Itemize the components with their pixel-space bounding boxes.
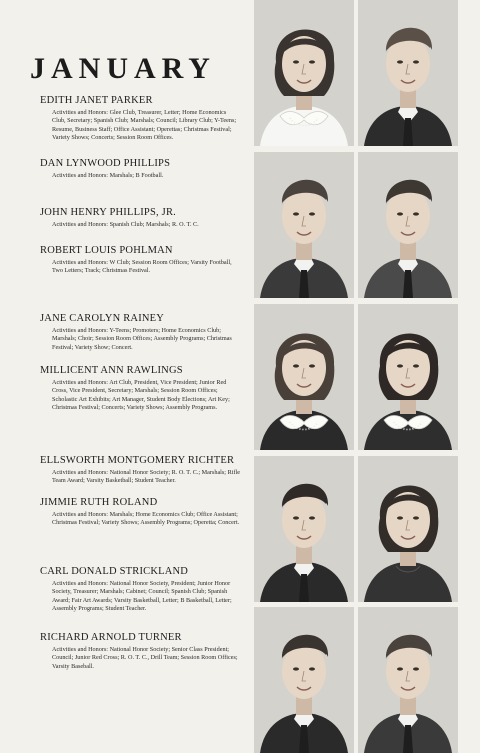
portrait-photo [358,304,458,450]
student-name: EDITH JANET PARKER [40,95,153,106]
portrait-photo [254,0,354,146]
portrait-photo [254,607,354,753]
entry-rawlings [40,365,240,413]
student-honors: Activities and Honors: National Honor Society; R. O. T. C.; Marshals; Rifle Team Award; Varsity Basketball; Student Teacher. [52,469,240,485]
portrait-photo [358,607,458,753]
student-name: JIMMIE RUTH ROLAND [40,497,158,508]
student-honors: Activities and Honors: Art Club, President, Vice President; Junior Red Cross, Vice President, Secretary; Marshals; Session Room Offices; Scholastic Art Exhibits; Art Manager, Student Body Elections; Art Key; Christmas Festival; Concerts; Variety Shows; Assembly Programs. [52,379,230,412]
portrait-silhouette [254,0,354,146]
student-honors: Activities and Honors: Y-Teens; Promoters; Home Economics Club; Marshals; Choir; Session Room Offices; Assembly Programs; Christmas Festival; Variety Show; Concert. [52,327,232,351]
portrait-silhouette [358,607,458,753]
portrait-grid [250,0,460,753]
student-name: ELLSWORTH MONTGOMERY RICHTER [40,455,235,466]
student-name: JANE CAROLYN RAINEY [40,313,165,324]
entry-turner [40,632,240,671]
portrait-silhouette [254,456,354,602]
student-honors: Activities and Honors: Glee Club, Treasurer, Letter; Home Economics Club, Secretary; Spanish Club; Marshals; Council; Library Club; Y-Teens; Resume, Business Staff; Office Assistant; Operettas; Christmas Festival; Variety Shows; Concerts; Session Room Offices. [52,109,237,142]
student-honors: Activities and Honors: W Club; Session Room Offices; Varsity Football, Two Letters; Track; Christmas Festival. [52,259,232,275]
entry-j-phillips [40,207,240,229]
portrait-silhouette [254,304,354,450]
student-honors: Activities and Honors: Spanish Club; Marshals; R. O. T. C. [52,221,199,228]
student-name: ROBERT LOUIS POHLMAN [40,245,173,256]
portrait-silhouette [254,607,354,753]
portrait-silhouette [358,456,458,602]
student-name: RICHARD ARNOLD TURNER [40,632,182,643]
entry-richter [40,455,240,486]
portrait-silhouette [358,0,458,146]
page-title: JANUARY [30,52,216,85]
entry-parker [40,95,240,143]
portrait-photo [254,456,354,602]
portrait-silhouette [254,152,354,298]
student-honors: Activities and Honors: National Honor Society; Senior Class President; Council; Junior Red Cross; R. O. T. C., Drill Team; Session Room Offices; Varsity Baseball. [52,646,238,670]
student-name: DAN LYNWOOD PHILLIPS [40,158,171,169]
student-name: MILLICENT ANN RAWLINGS [40,365,183,376]
portrait-photo [254,152,354,298]
portrait-photo [358,0,458,146]
student-honors: Activities and Honors: Marshals; Home Economics Club; Office Assistant; Christmas Festival; Variety Shows; Assembly Programs; Operetta; Concert. [52,511,240,527]
entry-rainey [40,313,240,352]
student-name: CARL DONALD STRICKLAND [40,566,189,577]
portrait-silhouette [358,304,458,450]
entry-d-phillips [40,158,240,180]
entry-pohlman [40,245,240,276]
student-honors: Activities and Honors: National Honor Society, President; Junior Honor Society, Treasurer; Marshals; Cabinet; Council; Spanish Club; Spanish Award; Fair Art Awards; Varsity Basketball, Letter; B Basketball, Letter; Assembly Programs; Student Teacher. [52,580,232,613]
entry-roland [40,497,240,528]
portrait-photo [254,304,354,450]
portrait-photo [358,152,458,298]
student-name: JOHN HENRY PHILLIPS, JR. [40,207,176,218]
portrait-silhouette [358,152,458,298]
entry-strickland [40,566,240,614]
portrait-photo [358,456,458,602]
student-honors: Activities and Honors: Marshals; B Football. [52,172,164,179]
